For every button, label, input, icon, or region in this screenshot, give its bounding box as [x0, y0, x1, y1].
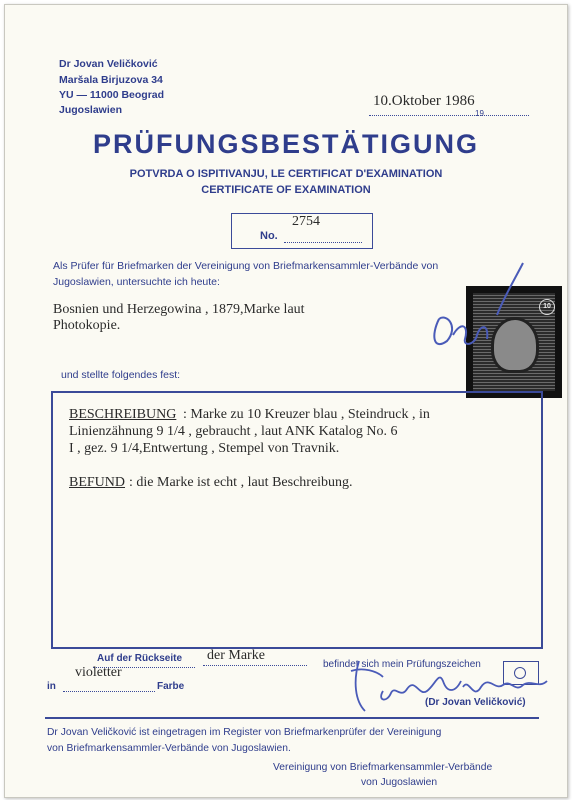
initials-signature	[425, 255, 535, 375]
number-label: No.	[260, 230, 278, 242]
footer-line-4: von Jugoslawien	[361, 777, 438, 788]
stamp-value-label: 10	[539, 299, 555, 315]
befindet-text: befindet sich mein Prüfungszeichen	[323, 659, 481, 670]
subject-line-1: Bosnien und Herzegowina , 1879,Marke laut	[53, 302, 305, 317]
der-marke-line	[203, 665, 307, 666]
signature	[343, 641, 553, 723]
result-label: BEFUND	[69, 475, 126, 490]
back-side-label: Auf der Rückseite	[97, 653, 183, 664]
subject-line-2: Photokopie.	[53, 318, 121, 333]
signer-name: (Dr Jovan Veličković)	[425, 697, 526, 708]
sender-country: Jugoslawien	[59, 104, 123, 116]
intro-line-2: Jugoslawien, untersuchte ich heute:	[53, 276, 220, 288]
der-marke-text: der Marke	[207, 648, 265, 663]
date-line	[369, 115, 529, 116]
page-title: PRÜFUNGSBESTÄTIGUNG	[92, 129, 479, 159]
certificate-number-box	[231, 213, 373, 249]
findings-box	[51, 391, 543, 649]
ink-color-text: violetter	[75, 665, 122, 680]
footer-line-2: von Briefmarkensammler-Verbände von Jugoslawien.	[47, 743, 291, 754]
certificate-page	[4, 4, 568, 798]
sender-street: Maršala Birjuzova 34	[59, 74, 163, 86]
footer-line-1: Dr Jovan Veličković ist eingetragen im Register von Briefmarkenprüfer der Vereinigung	[47, 727, 442, 738]
footer-line-3: Vereinigung von Briefmarkensammler-Verbände	[273, 762, 493, 773]
result-text: : die Marke ist echt , laut Beschreibung.	[129, 475, 353, 490]
color-line	[63, 691, 155, 692]
footer-divider	[45, 717, 539, 719]
description-line-2: Linienzähnung 9 1/4 , gebraucht , laut ANK Katalog No. 6	[69, 424, 398, 439]
in-label: in	[47, 681, 56, 692]
findings-intro: und stellte folgendes fest:	[61, 369, 181, 381]
subtitle-english: CERTIFICATE OF EXAMINATION	[201, 184, 371, 196]
farbe-label: Farbe	[157, 681, 185, 692]
number-line	[284, 242, 362, 243]
description-line-3: I , gez. 9 1/4,Entwertung , Stempel von Travnik.	[69, 441, 340, 456]
sender-name: Dr Jovan Veličković	[59, 58, 158, 70]
date-year-prefix: 19	[475, 109, 484, 118]
subtitle-multilingual: POTVRDA O ISPITIVANJU, LE CERTIFICAT D'EXAMINATION	[129, 168, 443, 180]
description-line-1: : Marke zu 10 Kreuzer blau , Steindruck , in	[183, 407, 430, 422]
certificate-number: 2754	[292, 214, 320, 229]
intro-line-1: Als Prüfer für Briefmarken der Vereinigung von Briefmarkensammler-Verbände von	[53, 260, 439, 272]
sender-city: YU — 11000 Beograd	[59, 89, 165, 101]
description-label: BESCHREIBUNG	[69, 407, 177, 422]
date-value: 10.Oktober 1986	[373, 93, 475, 109]
